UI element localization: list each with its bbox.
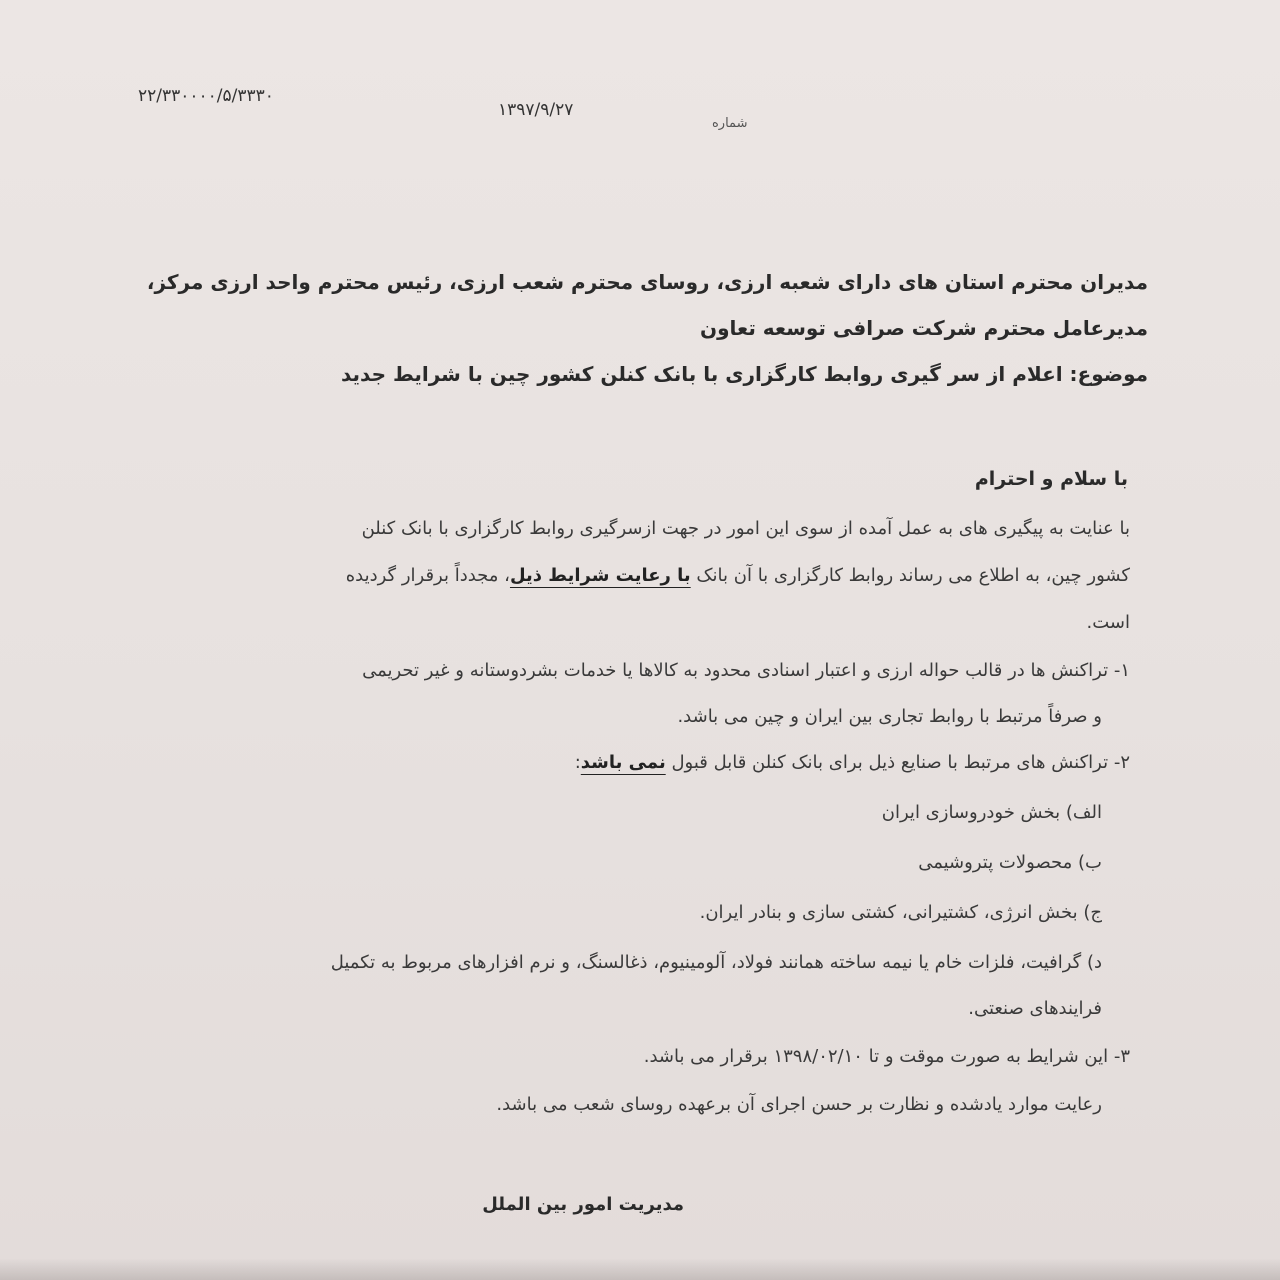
conditions-underlined: با رعایت شرایط ذیل bbox=[509, 565, 691, 586]
item-1-line-1: ۱- تراکنش ها در قالب حواله ارزی و اعتبار اسنادی محدود به کالاها یا خدمات بشردوستانه و غیر تحریمی bbox=[362, 660, 1130, 681]
letter-number: ۲۲/۳۳۰۰۰۰/۵/۳۳۳۰ bbox=[138, 86, 274, 106]
sub-item-alef: الف) بخش خودروسازی ایران bbox=[881, 802, 1102, 823]
intro-line-3: است. bbox=[1086, 612, 1130, 633]
intro-line-2 bbox=[346, 565, 1130, 586]
sub-item-jim: ج) بخش انرژی، کشتیرانی، کشتی سازی و بنادر ایران. bbox=[699, 902, 1102, 923]
subject-line: موضوع: اعلام از سر گیری روابط کارگزاری با بانک کنلن کشور چین با شرایط جدید bbox=[340, 362, 1148, 386]
letter-date: ۱۳۹۷/۹/۲۷ bbox=[498, 100, 574, 120]
item-2-start: ۲- تراکنش های مرتبط با صنایع ذیل برای بانک کنلن قابل قبول bbox=[671, 752, 1130, 773]
item-3-line-2: رعایت موارد یادشده و نظارت بر حسن اجرای آن برعهده روسای شعب می باشد. bbox=[496, 1094, 1102, 1115]
page-bottom-shadow bbox=[0, 1258, 1280, 1280]
intro-line-1: با عنایت به پیگیری های به عمل آمده از سوی این امور در جهت ازسرگیری روابط کارگزاری با بانک کنلن bbox=[361, 518, 1130, 539]
item-2-colon: : bbox=[574, 752, 581, 773]
sub-item-dal-line-1: د) گرافیت، فلزات خام یا نیمه ساخته همانند فولاد، آلومینیوم، ذغالسنگ، و نرم افزارهای مربوط به تکمیل bbox=[330, 952, 1102, 973]
not-acceptable-underlined: نمی باشد bbox=[580, 752, 666, 773]
addressee-line-1: مدیران محترم استان های دارای شعبه ارزی، روسای محترم شعب ارزی، رئیس محترم واحد ارزی مرکز، bbox=[146, 270, 1148, 294]
item-2-line bbox=[575, 752, 1130, 773]
item-3-line-1: ۳- این شرایط به صورت موقت و تا ۱۳۹۸/۰۲/۱۰ برقرار می باشد. bbox=[643, 1046, 1130, 1067]
intro-line-2-end: ، مجدداً برقرار گردیده bbox=[345, 565, 510, 586]
item-1-line-2: و صرفاً مرتبط با روابط تجاری بین ایران و چین می باشد. bbox=[677, 706, 1102, 727]
intro-line-2-start: کشور چین، به اطلاع می رساند روابط کارگزاری با آن بانک bbox=[696, 565, 1130, 586]
sub-item-dal-line-2: فرایندهای صنعتی. bbox=[968, 998, 1102, 1019]
number-label: شماره bbox=[712, 116, 748, 131]
addressee-line-2: مدیرعامل محترم شرکت صرافی توسعه تعاون bbox=[700, 316, 1148, 340]
sub-item-be: ب) محصولات پتروشیمی bbox=[918, 852, 1102, 873]
greeting: با سلام و احترام bbox=[974, 468, 1128, 490]
signature-department: مدیریت امور بین الملل bbox=[482, 1194, 684, 1215]
